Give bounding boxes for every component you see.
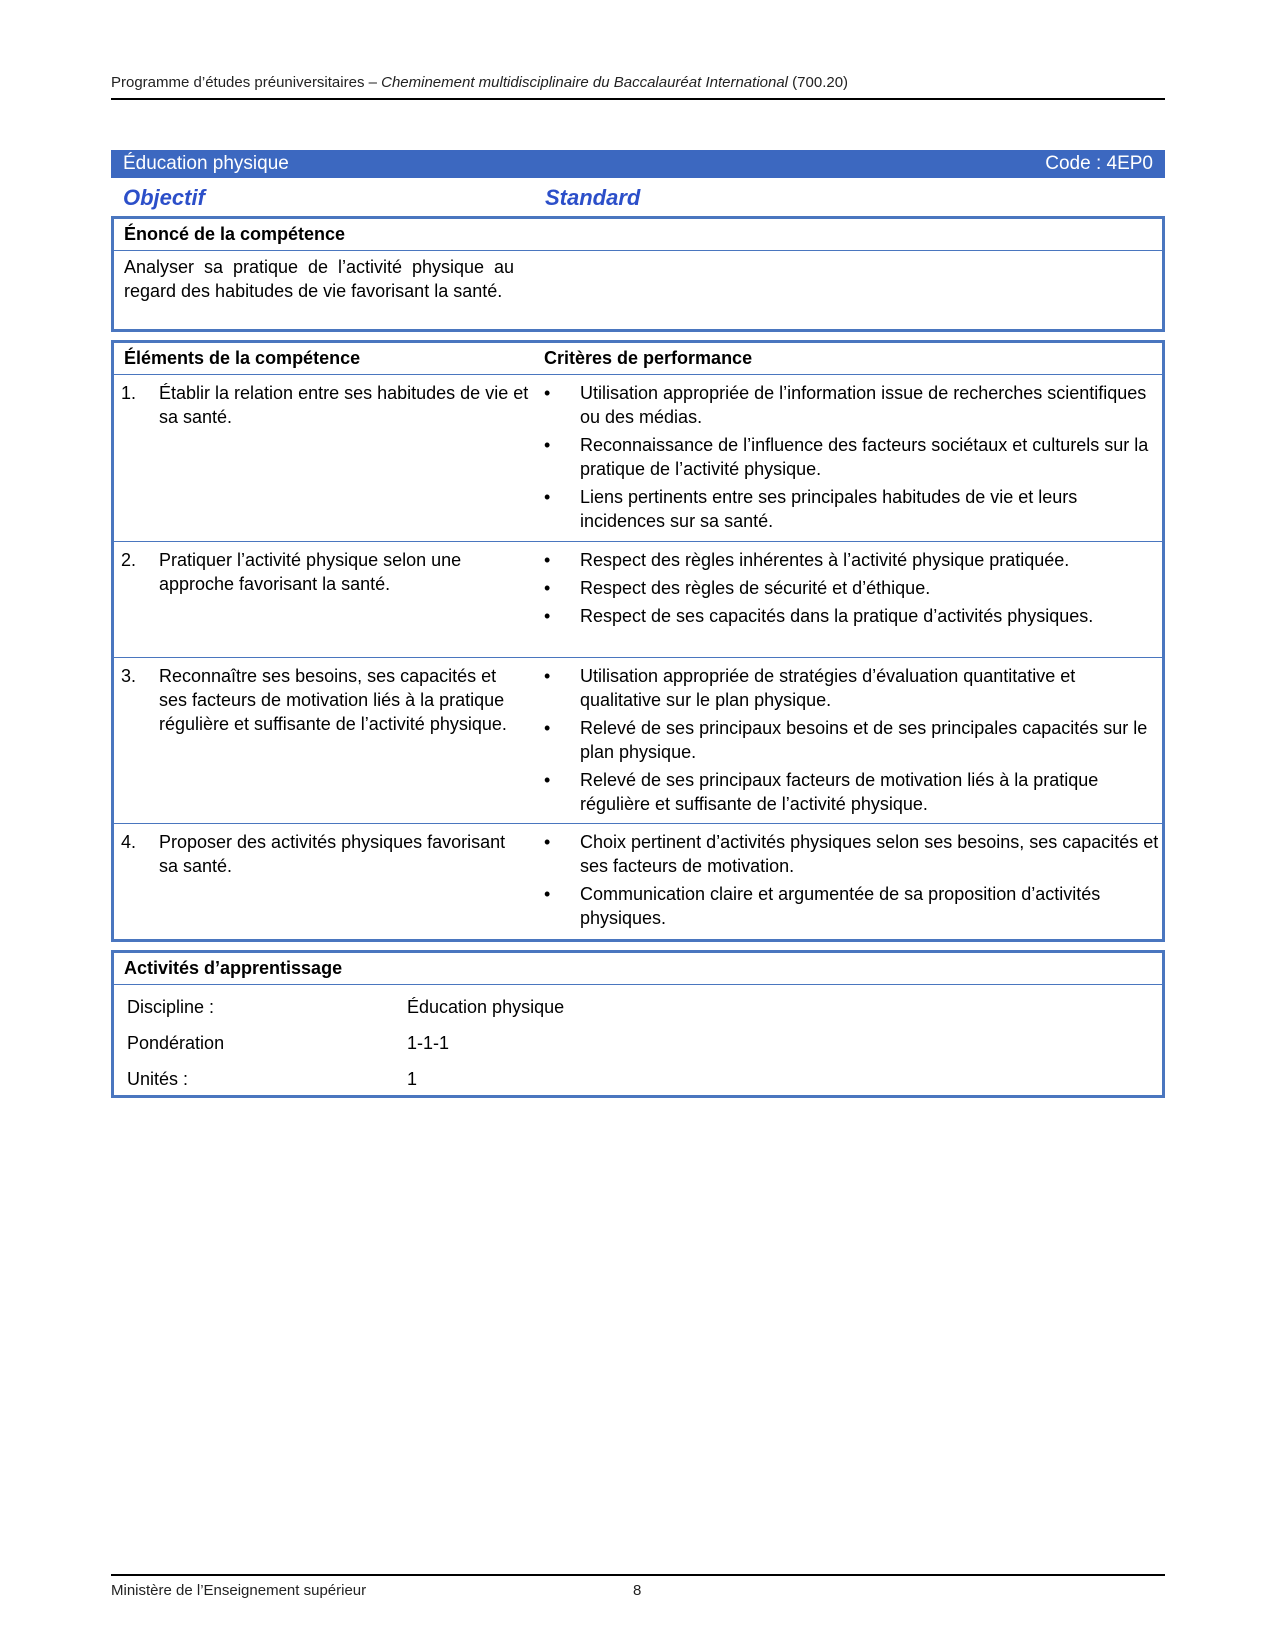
element-number: 2.	[121, 550, 137, 570]
criterion-text: Respect des règles inhérentes à l’activité physique pratiquée.	[580, 550, 1070, 570]
unites-label: Unités :	[127, 1069, 189, 1089]
criterion-text: Respect des règles de sécurité et d’éthique.	[580, 578, 931, 598]
element-number: 4.	[121, 832, 137, 852]
header-cheminement: Cheminement multidisciplinaire du Baccalauréat International	[381, 74, 789, 91]
enonce-section	[111, 216, 1165, 332]
page-header	[111, 74, 1165, 100]
bullet-icon: •	[544, 550, 551, 570]
bullet-icon: •	[544, 487, 551, 507]
criterion-text: Relevé de ses principaux besoins et de ses principales capacités sur le plan physique.	[580, 718, 1148, 762]
bullet-icon: •	[544, 606, 551, 626]
discipline-label: Discipline :	[127, 997, 215, 1017]
enonce-text: Analyser sa pratique de l’activité physique au regard des habitudes de vie favorisant la santé.	[124, 257, 514, 301]
discipline-value: Éducation physique	[407, 997, 565, 1017]
element-number: 3.	[121, 666, 137, 686]
criterion-text: Utilisation appropriée de stratégies d’évaluation quantitative et qualitative sur le plan physique.	[580, 666, 1076, 710]
bullet-icon: •	[544, 718, 551, 738]
bullet-icon: •	[544, 578, 551, 598]
activites-section	[111, 950, 1165, 1098]
element-row	[114, 375, 1162, 541]
unites-value: 1	[407, 1069, 418, 1089]
course-code: Code : 4EP0	[1045, 153, 1153, 174]
element-row	[114, 823, 1162, 939]
element-text: Proposer des activités physiques favorisant sa santé.	[159, 832, 506, 876]
element-row	[114, 541, 1162, 657]
header-program: Programme d’études préuniversitaires –	[111, 74, 382, 91]
bullet-icon: •	[544, 832, 551, 852]
course-title-bar	[111, 150, 1165, 178]
element-text: Établir la relation entre ses habitudes de vie et sa santé.	[159, 383, 529, 427]
bullet-icon: •	[544, 666, 551, 686]
element-text: Reconnaître ses besoins, ses capacités et ses facteurs de motivation liés à la pratique régulière et suffisante de l’activité physique.	[159, 666, 507, 734]
criteria-heading: Critères de performance	[544, 348, 753, 368]
page-number: 8	[633, 1582, 642, 1599]
element-number: 1.	[121, 383, 137, 403]
criterion-text: Liens pertinents entre ses principales habitudes de vie et leurs incidences sur sa santé.	[580, 487, 1078, 531]
ponderation-value: 1-1-1	[407, 1033, 450, 1053]
elements-section	[111, 340, 1165, 942]
header-code: (700.20)	[788, 74, 849, 91]
elements-heading: Éléments de la compétence	[124, 348, 361, 368]
element-row	[114, 657, 1162, 823]
page-footer	[111, 1574, 1165, 1604]
criterion-text: Choix pertinent d’activités physiques selon ses besoins, ses capacités et ses facteurs de motivation.	[580, 832, 1159, 876]
criterion-text: Relevé de ses principaux facteurs de motivation liés à la pratique régulière et suffisante de l’activité physique.	[580, 770, 1099, 814]
footer-ministry: Ministère de l’Enseignement supérieur	[111, 1582, 367, 1599]
course-title: Éducation physique	[123, 153, 289, 174]
bullet-icon: •	[544, 435, 551, 455]
criterion-text: Reconnaissance de l’influence des facteurs sociétaux et culturels sur la pratique de l’activité physique.	[580, 435, 1149, 479]
ponderation-label: Pondération	[127, 1033, 225, 1053]
criterion-text: Communication claire et argumentée de sa proposition d’activités physiques.	[580, 884, 1101, 928]
elements-heading-row	[114, 343, 1162, 375]
enonce-heading: Énoncé de la compétence	[114, 219, 1162, 251]
standard-label: Standard	[545, 185, 641, 210]
activites-heading: Activités d’apprentissage	[114, 953, 1162, 985]
objectif-label: Objectif	[123, 185, 205, 210]
bullet-icon: •	[544, 884, 551, 904]
bullet-icon: •	[544, 383, 551, 403]
element-text: Pratiquer l’activité physique selon une approche favorisant la santé.	[159, 550, 462, 594]
criterion-text: Utilisation appropriée de l’information issue de recherches scientifiques ou des médias.	[580, 383, 1147, 427]
criterion-text: Respect de ses capacités dans la pratique d’activités physiques.	[580, 606, 1094, 626]
bullet-icon: •	[544, 770, 551, 790]
objectif-standard-row	[111, 180, 1165, 214]
